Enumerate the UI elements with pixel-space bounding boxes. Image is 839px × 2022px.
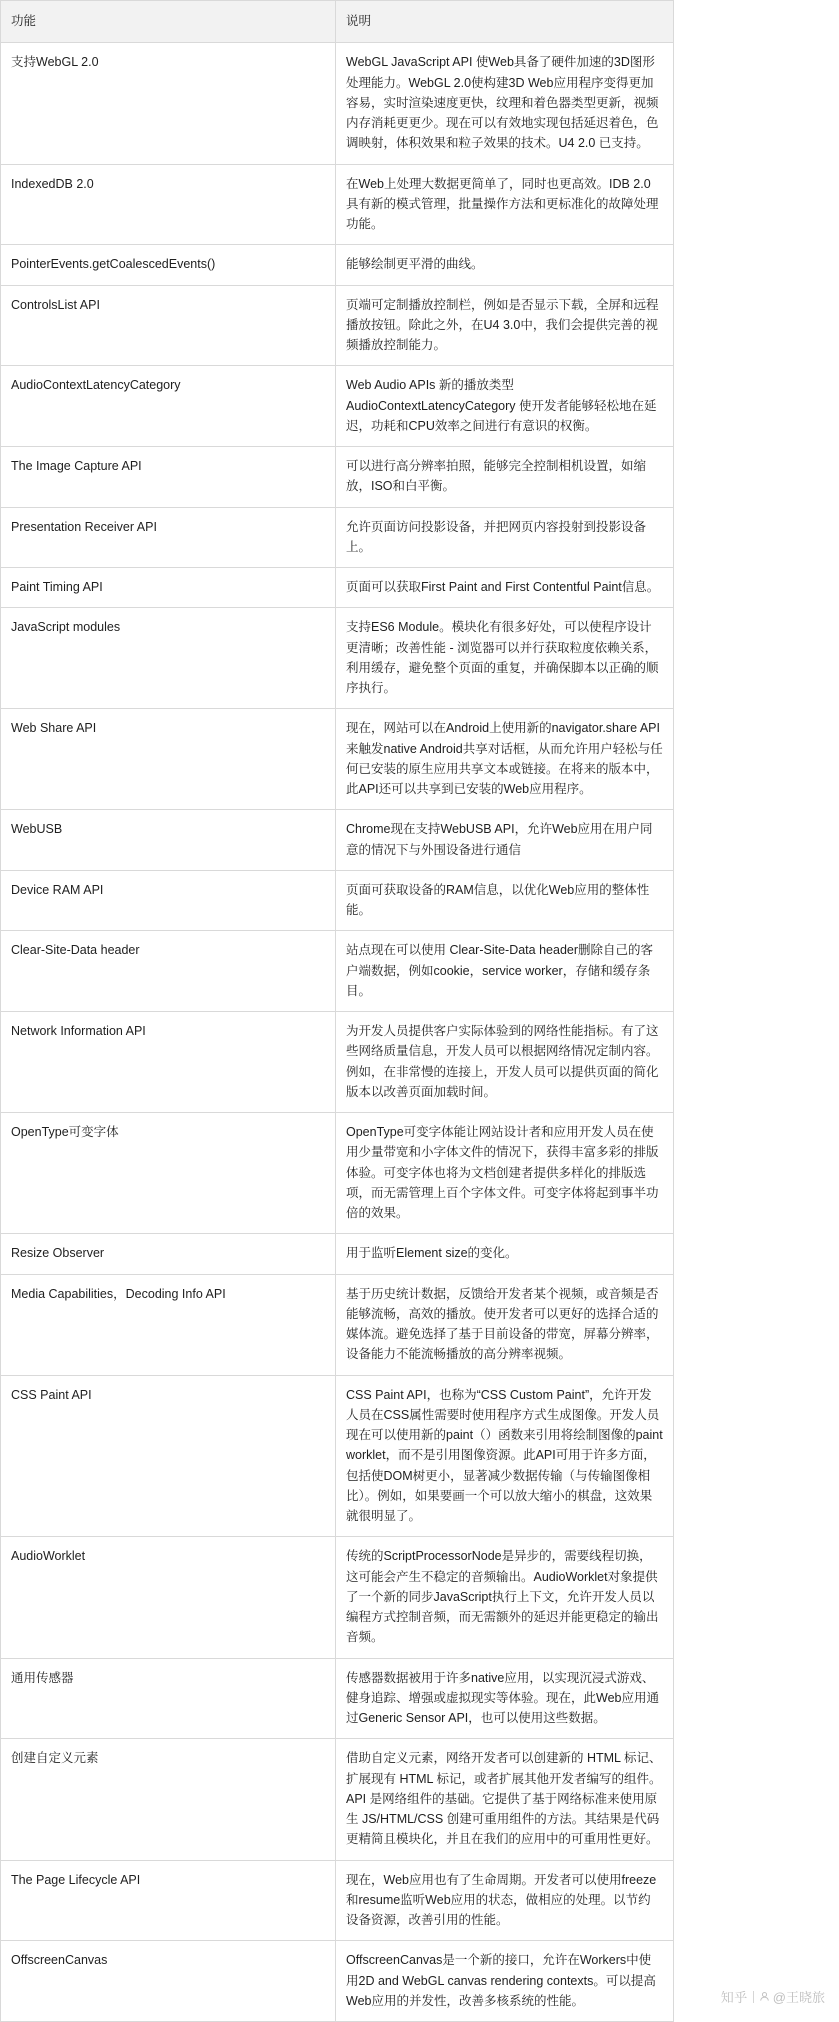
feature-name-cell: 创建自定义元素 [1,1739,336,1860]
feature-name-cell: CSS Paint API [1,1375,336,1537]
table-row [1,568,674,608]
feature-name-cell: 通用传感器 [1,1658,336,1739]
feature-name-cell: Network Information API [1,1012,336,1113]
feature-name-cell: OffscreenCanvas [1,1941,336,2022]
watermark [721,1987,825,2006]
column-header-feature: 功能 [1,1,336,43]
table-header-row [1,1,674,43]
table-row [1,507,674,568]
table-row [1,810,674,871]
feature-description-cell: OpenType可变字体能让网站设计者和应用开发人员在使用少量带宽和小字体文件的情况下，获得丰富多彩的排版体验。可变字体也将为文档创建者提供多样化的排版选项，而无需管理上百个字体文件。可变字体将起到事半功倍的效果。 [336,1113,674,1234]
feature-description-cell: 页端可定制播放控制栏，例如是否显示下载，全屏和远程播放按钮。除此之外，在U4 3.0中，我们会提供完善的视频播放控制能力。 [336,285,674,366]
watermark-divider [753,1991,754,2003]
feature-name-cell: Presentation Receiver API [1,507,336,568]
feature-name-cell: AudioContextLatencyCategory [1,366,336,447]
table-row [1,931,674,1012]
table-row [1,1113,674,1234]
feature-name-cell: Resize Observer [1,1234,336,1274]
feature-description-cell: 能够绘制更平滑的曲线。 [336,245,674,285]
feature-name-cell: 支持WebGL 2.0 [1,43,336,164]
feature-name-cell: Media Capabilities，Decoding Info API [1,1274,336,1375]
table-row [1,285,674,366]
feature-name-cell: The Page Lifecycle API [1,1860,336,1941]
feature-description-cell: WebGL JavaScript API 使Web具备了硬件加速的3D图形处理能力。WebGL 2.0使构建3D Web应用程序变得更加容易，实时渲染速度更快，纹理和着色器类型更新，视频内存消耗更更少。现在可以有效地实现包括延迟着色，色调映射，体积效果和粒子效果的技术。U4 2.0 已支持。 [336,43,674,164]
table-row [1,1234,674,1274]
table-row [1,1658,674,1739]
zhihu-logo: 知乎 [720,1990,748,2005]
feature-description-cell: 允许页面访问投影设备，并把网页内容投射到投影设备上。 [336,507,674,568]
feature-name-cell: ControlsList API [1,285,336,366]
feature-description-cell: 为开发人员提供客户实际体验到的网络性能指标。有了这些网络质量信息，开发人员可以根据网络情况定制内容。例如，在非常慢的连接上，开发人员可以提供页面的简化版本以改善页面加载时间。 [336,1012,674,1113]
feature-description-cell: 可以进行高分辨率拍照，能够完全控制相机设置，如缩放，ISO和白平衡。 [336,447,674,508]
feature-description-cell: 基于历史统计数据，反馈给开发者某个视频，或音频是否能够流畅，高效的播放。使开发者可以更好的选择合适的媒体流。避免选择了基于目前设备的带宽，屏幕分辨率，设备能力不能流畅播放的高分辨率视频。 [336,1274,674,1375]
feature-description-cell: 传统的ScriptProcessorNode是异步的，需要线程切换，这可能会产生不稳定的音频输出。AudioWorklet对象提供了一个新的同步JavaScript执行上下文，允许开发人员以编程方式控制音频，而无需额外的延迟并能更稳定的输出音频。 [336,1537,674,1658]
table-row [1,870,674,931]
feature-description-cell: 支持ES6 Module。模块化有很多好处，可以使程序设计更清晰；改善性能 - 浏览器可以并行获取粒度依赖关系，利用缓存，避免整个页面的重复，并确保脚本以正确的顺序执行。 [336,608,674,709]
feature-description-cell: 站点现在可以使用 Clear-Site-Data header删除自己的客户端数据，例如cookie，service worker，存储和缓存条目。 [336,931,674,1012]
feature-name-cell: Device RAM API [1,870,336,931]
feature-description-cell: 借助自定义元素，网络开发者可以创建新的 HTML 标记、扩展现有 HTML 标记，或者扩展其他开发者编写的组件。API 是网络组件的基础。它提供了基于网络标准来使用原生 JS/HTML/CSS 创建可重用组件的方法。其结果是代码更精简且模块化，并且在我们的应用中的可重用性更好。 [336,1739,674,1860]
feature-name-cell: Paint Timing API [1,568,336,608]
table-row [1,1739,674,1860]
watermark-user [759,1987,825,2006]
feature-name-cell: WebUSB [1,810,336,871]
feature-name-cell: AudioWorklet [1,1537,336,1658]
table-row [1,447,674,508]
user-icon [759,1991,770,2002]
feature-description-cell: 用于监听Element size的变化。 [336,1234,674,1274]
feature-description-cell: CSS Paint API，也称为“CSS Custom Paint”，允许开发人员在CSS属性需要时使用程序方式生成图像。开发人员现在可以使用新的paint（）函数来引用将绘制图像的paint worklet，而不是引用图像资源。此API可用于许多方面，包括使DOM树更小，显著减少数据传输（与传输图像相比）。例如，如果要画一个可以放大缩小的棋盘，这效果就很明显了。 [336,1375,674,1537]
table-row [1,1012,674,1113]
feature-name-cell: IndexedDB 2.0 [1,164,336,245]
table-row [1,245,674,285]
table-row [1,1941,674,2022]
table-row [1,1274,674,1375]
feature-description-cell: Chrome现在支持WebUSB API，允许Web应用在用户同意的情况下与外围设备进行通信 [336,810,674,871]
watermark-username: @王晓旅 [772,1990,825,2005]
table-row [1,608,674,709]
feature-description-cell: 页面可以获取First Paint and First Contentful Paint信息。 [336,568,674,608]
feature-description-cell: OffscreenCanvas是一个新的接口，允许在Workers中使用2D and WebGL canvas rendering contexts。可以提高Web应用的并发性，改善多核系统的性能。 [336,1941,674,2022]
table-row [1,1537,674,1658]
feature-name-cell: OpenType可变字体 [1,1113,336,1234]
feature-name-cell: Clear-Site-Data header [1,931,336,1012]
feature-name-cell: PointerEvents.getCoalescedEvents() [1,245,336,285]
table-row [1,1860,674,1941]
table-row [1,164,674,245]
feature-description-cell: 在Web上处理大数据更简单了，同时也更高效。IDB 2.0具有新的模式管理，批量操作方法和更标准化的故障处理功能。 [336,164,674,245]
table-row [1,709,674,810]
feature-name-cell: Web Share API [1,709,336,810]
feature-description-cell: 传感器数据被用于许多native应用，以实现沉浸式游戏、健身追踪、增强或虚拟现实等体验。现在，此Web应用通过Generic Sensor API，也可以使用这些数据。 [336,1658,674,1739]
table-row [1,1375,674,1537]
table-row [1,366,674,447]
feature-description-cell: 现在，网站可以在Android上使用新的navigator.share API来触发native Android共享对话框，从而允许用户轻松与任何已安装的原生应用共享文本或链接。在将来的版本中，此API还可以共享到已安装的Web应用程序。 [336,709,674,810]
feature-name-cell: JavaScript modules [1,608,336,709]
table-header [1,1,674,43]
table-row [1,43,674,164]
feature-description-cell: 页面可获取设备的RAM信息，以优化Web应用的整体性能。 [336,870,674,931]
table-body [1,43,674,2022]
feature-name-cell: The Image Capture API [1,447,336,508]
column-header-description: 说明 [336,1,674,43]
feature-description-cell: Web Audio APIs 新的播放类型 AudioContextLatencyCategory 使开发者能够轻松地在延迟，功耗和CPU效率之间进行有意识的权衡。 [336,366,674,447]
feature-description-cell: 现在，Web应用也有了生命周期。开发者可以使用freeze和resume监听Web应用的状态，做相应的处理。以节约设备资源，改善引用的性能。 [336,1860,674,1941]
